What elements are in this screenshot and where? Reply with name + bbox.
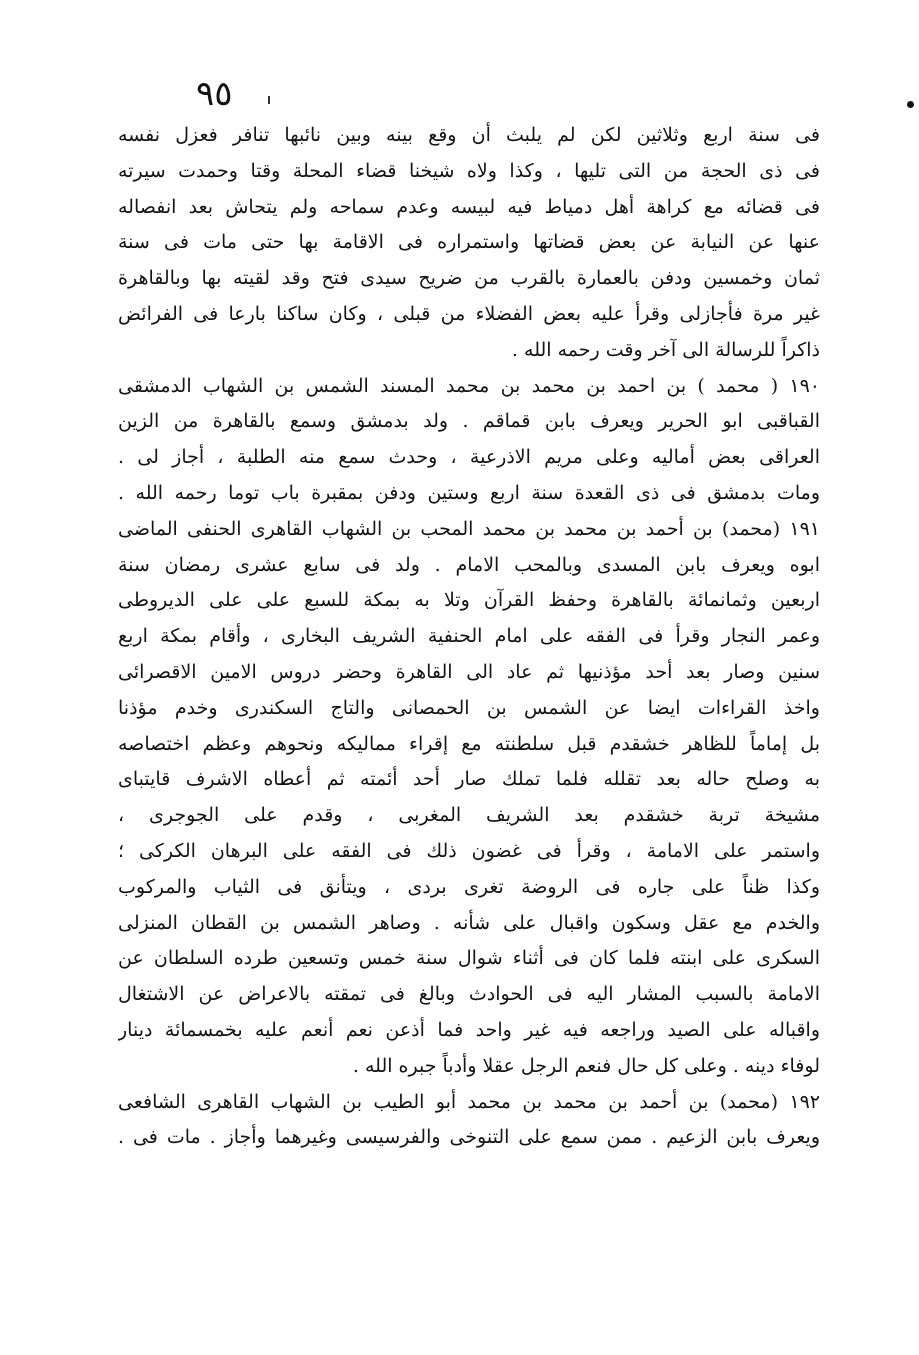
text-line: فى قضائه مع كراهة أهل دمياط فيه لبيسه وعدم سماحه ولم يتحاش بعد انفصاله [118,195,820,218]
text-line: ابوه ويعرف بابن المسدى وبالمحب الامام . ولد فى سابع عشرى رمضان سنة [118,553,820,576]
text-line: واقباله على الصيد وراجعه فيه غير واحد فما أذعن نعم أنعم عليه بخمسمائة دينار [118,1018,820,1041]
entry-192-line: ١٩٢ (محمد) بن أحمد بن محمد بن محمد أبو الطيب بن الشهاب القاهرى الشافعى [118,1090,820,1113]
text-line: فى ذى الحجة من التى تليها ، وكذا ولاه شيخنا قضاء المحلة وقتا وحمدت سيرته [118,159,820,182]
text-line: ذاكراً للرسالة الى آخر وقت رحمه الله . [511,338,820,361]
text-line: الامامة بالسبب المشار اليه فى الحوادث وبالغ فى تمقته بالاعراض عن الاشتغال [118,983,820,1006]
entry-190-line: ١٩٠ ( محمد ) بن احمد بن محمد بن محمد المسند الشمس بن الشهاب الدمشقى [118,374,820,397]
text-line: بل إماماً للظاهر خشقدم قبل سلطنته مع إقراء مماليكه ونحوهم وعظم اختصاصه [118,732,820,755]
text-line: ويعرف بابن الزعيم . ممن سمع على التنوخى والفرسيسى وغيرهما وأجاز . مات فى . [118,1126,820,1149]
text-line: ومات بدمشق فى ذى القعدة سنة اربع وستين ودفن بمقبرة باب توما رحمه الله . [118,481,820,504]
text-line: سنين وصار بعد أحد مؤذنيها ثم عاد الى القاهرة وحضر دروس الامين الاقصرائى [118,660,820,683]
text-line: العراقى بعض أماليه وعلى مريم الاذرعية ، وحدث سمع منه الطلبة ، أجاز لى . [118,446,820,469]
ink-mark [268,96,270,104]
text-line: فى سنة اربع وثلاثين لكن لم يلبث أن وقع بينه وبين نائبها تنافر فعزل نفسه [118,124,820,146]
text-line: اربعين وثمانمائة بالقاهرة وحفظ القرآن وتلا به بمكة للسبع على على الديروطى [118,589,820,612]
text-line: ثمان وخمسين ودفن بالعمارة بالقرب من ضريح سيدى فتح وقد لقيته بها وبالقاهرة [118,267,820,290]
entry-191-line: ١٩١ (محمد) بن أحمد بن محمد بن محمد المحب بن الشهاب القاهرى الحنفى الماضى [118,517,820,540]
text-line: غير مرة فأجازلى وقرأ عليه بعض الفضلاء من قبلى ، وكان ساكنا بارعا فى الفرائض [118,302,820,325]
page-number: ٩٥ [196,74,233,114]
text-line: والخدم مع عقل وسكون واقبال على شأنه . وصاهر الشمس بن القطان المنزلى [118,911,820,934]
text-line: وعمر النجار وقرأ فى الفقه على امام الحنفية الشريف البخارى ، وأقام بمكة اربع [118,625,820,648]
text-line: لوفاء دينه . وعلى كل حال فنعم الرجل عقلا وأدباً جبره الله . [352,1054,820,1077]
text-line: وكذا ظناً على جاره فى الروضة تغرى بردى ، ويتأنق فى الثياب والمركوب [118,875,820,898]
margin-dot [907,101,914,108]
text-line: واستمر على الامامة ، وقرأ فى غضون ذلك فى الفقه على البرهان الكركى ؛ [118,839,820,862]
text-line: عنها عن النيابة عن بعض قضاتها واستمراره فى الاقامة بها حتى مات فى سنة [118,231,820,254]
text-line: به وصلح حاله بعد تقلله فلما تملك صار أحد أئمته ثم أعطاه الاشرف قايتباى [118,768,820,791]
text-line: السكرى على ابنته فلما كان فى أثناء شوال سنة خمس وتسعين طرده السلطان عن [118,947,820,970]
body-text [118,118,820,1156]
text-line: القباقبى ابو الحرير ويعرف بابن قماقم . ولد بدمشق وسمع بالقاهرة من الزين [118,410,820,433]
text-line: واخذ القراءات ايضا عن الشمس بن الحمصانى والتاج السكندرى وخدم مؤذنا [118,696,820,719]
text-line: مشيخة تربة خشقدم بعد الشريف المغربى ، وقدم على الجوجرى ، [118,804,820,827]
